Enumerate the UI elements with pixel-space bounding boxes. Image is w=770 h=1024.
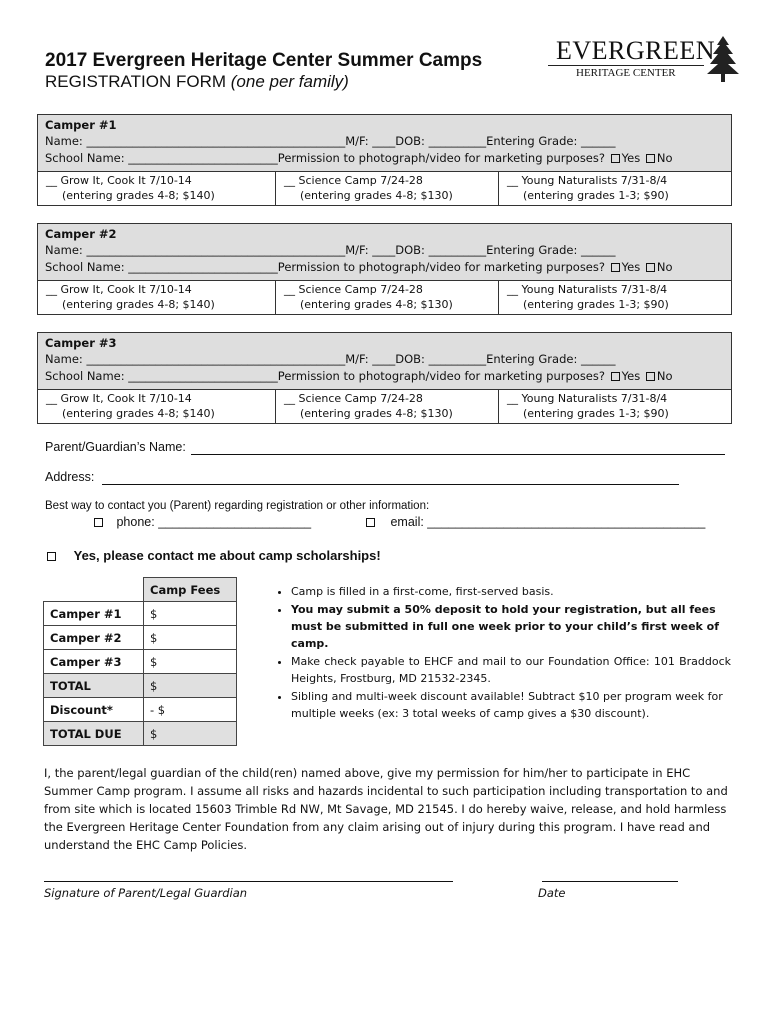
phone-field[interactable]: phone: ______________________ (116, 515, 312, 529)
no-label: No (656, 151, 673, 165)
camp-option-naturalists[interactable]: __ Young Naturalists 7/31-8/4 (entering grades 1-3; $90) (499, 171, 731, 205)
fee-input[interactable]: - $ (144, 698, 237, 722)
note-item: • You may submit a 50% deposit to hold your registration, but all fees must be submitted in full one week prior to your child’s first week of camp. (291, 601, 731, 652)
camp-option-grow-it[interactable]: __ Grow It, Cook It 7/10-14 (entering grades 4-8; $140) (38, 389, 276, 423)
yes-checkbox[interactable] (611, 372, 620, 381)
camper-heading: Camper #1 (45, 118, 117, 132)
email-field[interactable]: email: ________________________________________ (390, 515, 706, 529)
camper-school-row (45, 151, 673, 165)
scholarship-label: Yes, please contact me about camp scholarships! (73, 548, 381, 563)
camper-1-section (37, 114, 732, 206)
fee-label: Camper #3 (44, 650, 144, 674)
camp-option-science[interactable]: __ Science Camp 7/24-28 (entering grades 4-8; $130) (276, 171, 499, 205)
parent-name-label: Parent/Guardian’s Name: (45, 440, 186, 454)
camp-option-naturalists[interactable]: __ Young Naturalists 7/31-8/4 (entering grades 1-3; $90) (499, 280, 731, 314)
logo-name: EVERGREEN (556, 36, 716, 65)
scholarship-row (45, 548, 381, 563)
form-subtitle (45, 72, 349, 92)
phone-checkbox[interactable] (94, 518, 103, 527)
fee-input[interactable]: $ (144, 650, 237, 674)
contact-prompt: Best way to contact you (Parent) regarding registration or other information: (45, 500, 430, 512)
address-label: Address: (45, 470, 95, 484)
yes-label: Yes (621, 151, 641, 165)
fee-label: Camper #1 (44, 602, 144, 626)
subtitle-main: REGISTRATION FORM (45, 72, 227, 91)
no-label: No (656, 260, 673, 274)
logo-subtitle: HERITAGE CENTER (576, 67, 676, 79)
fee-input[interactable]: $ (144, 626, 237, 650)
waiver-text: I, the parent/legal guardian of the child(ren) named above, give my permission for him/her to participate in EHC Summer Camp program. I assume all risks and hazards incidental to such participation including transportation to and from site which is located 15603 Trimble Rd NW, Mt Savage, MD 21545. I do hereby waive, release, and hold harmless the Evergreen Heritage Center Foundation from any claim arising out of injury during this program. I have read and understand the EHC Camp Policies. (44, 766, 728, 852)
note-item: • Make check payable to EHCF and mail to our Foundation Office: 101 Braddock Heights, Frostburg, MD 21532-2345. (291, 653, 731, 687)
fee-label: Camper #2 (44, 626, 144, 650)
camper-name-row[interactable]: Name: _____________________________________________M/F: ____DOB: __________Entering Grade: ______ (45, 134, 616, 148)
fee-input[interactable]: $ (144, 722, 237, 746)
camper-name-row[interactable]: Name: _____________________________________________M/F: ____DOB: __________Entering Grade: ______ (45, 352, 616, 366)
no-checkbox[interactable] (646, 372, 655, 381)
yes-checkbox[interactable] (611, 154, 620, 163)
tree-icon (706, 36, 740, 82)
no-label: No (656, 369, 673, 383)
signature-field[interactable] (44, 881, 453, 882)
notes-list (275, 583, 731, 723)
fees-header: Camp Fees (144, 578, 237, 602)
yes-label: Yes (621, 369, 641, 383)
address-field[interactable] (102, 484, 679, 485)
school-permission-text[interactable]: School Name: __________________________Permission to photograph/video for marketing purposes? (45, 151, 605, 165)
fee-input[interactable]: $ (144, 602, 237, 626)
fee-label: TOTAL (44, 674, 144, 698)
yes-label: Yes (621, 260, 641, 274)
email-checkbox[interactable] (366, 518, 375, 527)
school-permission-text[interactable]: School Name: __________________________Permission to photograph/video for marketing purposes? (45, 260, 605, 274)
camper-2-section (37, 223, 732, 315)
fee-label: TOTAL DUE (44, 722, 144, 746)
camp-option-grow-it[interactable]: __ Grow It, Cook It 7/10-14 (entering grades 4-8; $140) (38, 171, 276, 205)
scholarship-checkbox[interactable] (47, 552, 56, 561)
camper-heading: Camper #3 (45, 336, 117, 350)
camp-option-science[interactable]: __ Science Camp 7/24-28 (entering grades 4-8; $130) (276, 389, 499, 423)
camper-name-row[interactable]: Name: _____________________________________________M/F: ____DOB: __________Entering Grade: ______ (45, 243, 616, 257)
yes-checkbox[interactable] (611, 263, 620, 272)
phone-row (92, 515, 311, 529)
camp-option-grow-it[interactable]: __ Grow It, Cook It 7/10-14 (entering grades 4-8; $140) (38, 280, 276, 314)
camper-school-row (45, 369, 673, 383)
fees-table (43, 577, 237, 746)
fee-label: Discount* (44, 698, 144, 722)
no-checkbox[interactable] (646, 154, 655, 163)
date-label: Date (538, 886, 566, 900)
parent-name-field[interactable] (191, 454, 725, 455)
date-field[interactable] (542, 881, 678, 882)
camper-3-section (37, 332, 732, 424)
school-permission-text[interactable]: School Name: __________________________Permission to photograph/video for marketing purposes? (45, 369, 605, 383)
signature-label: Signature of Parent/Legal Guardian (44, 886, 248, 900)
camp-option-science[interactable]: __ Science Camp 7/24-28 (entering grades 4-8; $130) (276, 280, 499, 314)
note-item: • Sibling and multi-week discount available! Subtract $10 per program week for multiple weeks (ex: 3 total weeks of camp gives a $30 discount). (291, 688, 731, 722)
form-title: 2017 Evergreen Heritage Center Summer Camps (45, 50, 483, 71)
camper-heading: Camper #2 (45, 227, 117, 241)
note-item: • Camp is filled in a first-come, first-served basis. (291, 583, 731, 600)
camp-option-naturalists[interactable]: __ Young Naturalists 7/31-8/4 (entering grades 1-3; $90) (499, 389, 731, 423)
subtitle-note: (one per family) (230, 72, 349, 91)
camper-school-row (45, 260, 673, 274)
evergreen-logo (548, 36, 743, 84)
email-row (364, 515, 705, 529)
fee-input[interactable]: $ (144, 674, 237, 698)
no-checkbox[interactable] (646, 263, 655, 272)
